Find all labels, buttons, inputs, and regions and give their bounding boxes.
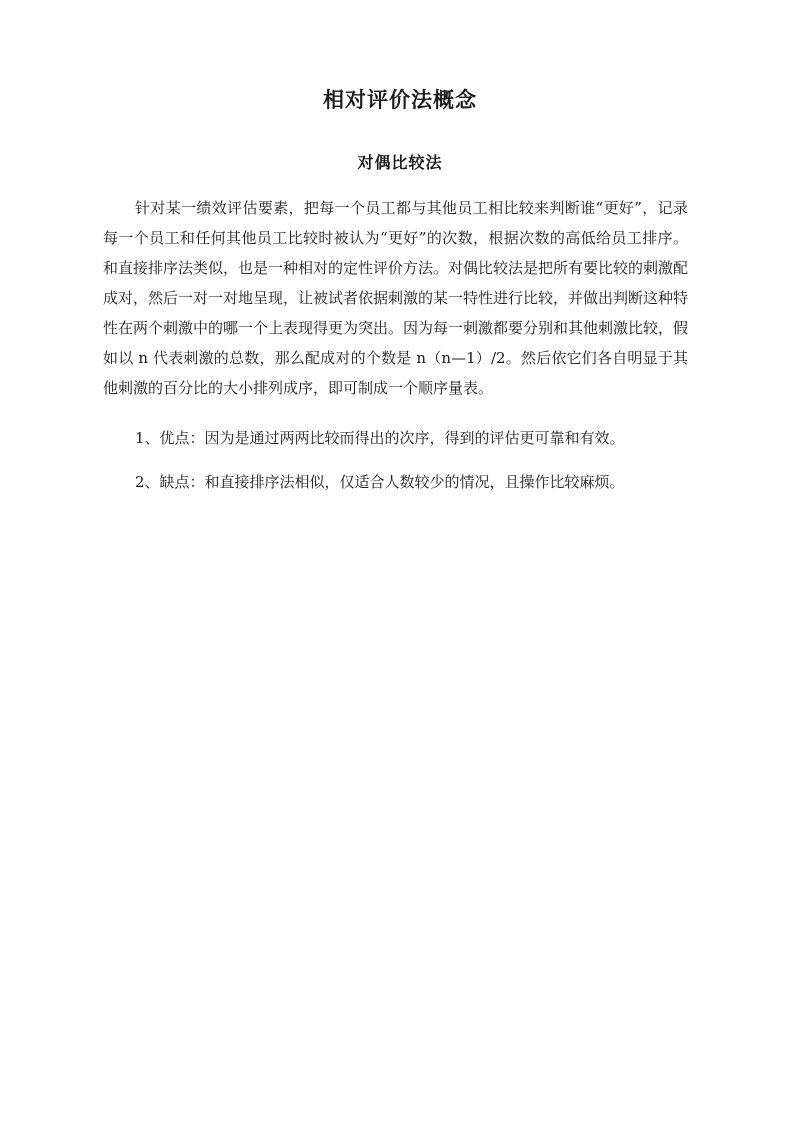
section-heading: 对偶比较法: [357, 153, 443, 172]
advantages-paragraph: 1、优点：因为是通过两两比较而得出的次序，得到的评估更可靠和有效。: [135, 429, 625, 447]
page-title: 相对评价法概念: [323, 87, 477, 112]
disadvantages-paragraph: 2、缺点：和直接排序法相似，仅适合人数较少的情况，且操作比较麻烦。: [135, 473, 625, 491]
body-paragraph: 针对某一绩效评估要素，把每一个员工都与其他员工相比较来判断谁“更好”，记录每一个员工和任何其他员工比较时被认为“更好”的次数，根据次数的高低给员工排序。和直接排序法类似，也是一种相对的定性评价方法。对偶比较法是把所有要比较的刺激配成对，然后一对一对地呈现，让被试者依据刺激的某一特性进行比较，并做出判断这种特性在两个刺激中的哪一个上表现得更为突出。因为每一刺激都要分别和其他刺激比较，假如以 n 代表刺激的总数，那么配成对的个数是 n（n—1）/2。然后依它们各自明显于其他刺激的百分比的大小排列成序，即可制成一个顺序量表。: [103, 199, 689, 397]
